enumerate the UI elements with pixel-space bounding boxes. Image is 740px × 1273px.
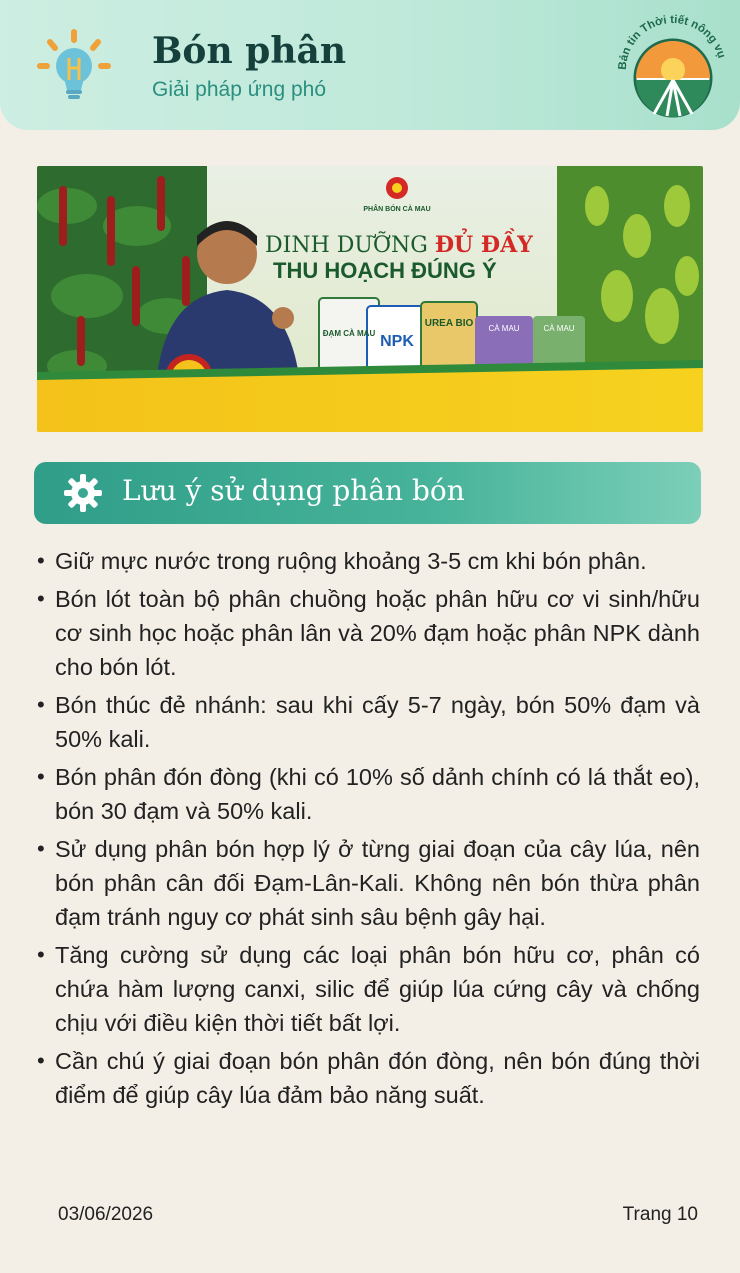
banner-brand: PHÂN BÓN CÀ MAU — [363, 206, 431, 213]
list-item: • Giữ mực nước trong ruộng khoảng 3-5 cm khi bón phân. — [34, 544, 700, 578]
list-item: • Bón thúc đẻ nhánh: sau khi cấy 5-7 ngày, bón 50% đạm và 50% kali. — [34, 688, 700, 756]
fertilizer-tips-list — [34, 544, 700, 1116]
product-label-5: CÀ MAU — [543, 324, 575, 333]
list-item: • Bón phân đón đòng (khi có 10% số dảnh chính có lá thắt eo), bón 30 đạm và 50% kali. — [34, 760, 700, 828]
product-label-2: NPK — [380, 333, 414, 350]
banner-illustration — [37, 166, 703, 432]
section-header — [34, 462, 701, 524]
svg-text:DINH DƯỠNG ĐỦ ĐẦY — [265, 228, 533, 258]
page-title: Bón phân — [152, 30, 346, 72]
bulletin-logo-badge — [612, 8, 734, 128]
list-item: • Sử dụng phân bón hợp lý ở từng giai đoạn của cây lúa, nên bón phân cân đối Đạm-Lân-Kali. Không nên bón thừa phân đạm tránh nguy cơ phát sinh sâu bệnh gây hại. — [34, 832, 700, 934]
list-item: • Bón lót toàn bộ phân chuồng hoặc phân hữu cơ vi sinh/hữu cơ sinh học hoặc phân lân và 20% đạm hoặc phân NPK dành cho bón lót. — [34, 582, 700, 684]
banner-headline-2: THU HOẠCH ĐÚNG Ý — [273, 258, 497, 283]
footer-date: 03/06/2026 — [58, 1204, 154, 1225]
product-label-3: UREA BIO — [424, 318, 474, 329]
page-subtitle: Giải pháp ứng phó — [152, 78, 327, 101]
banner-headline-1b: ĐỦ ĐẦY — [434, 232, 533, 258]
product-label-1: ĐẠM CÀ MAU — [322, 329, 376, 338]
fertilizer-ad-banner — [37, 166, 703, 432]
list-item: • Tăng cường sử dụng các loại phân bón hữu cơ, phân có chứa hàm lượng canxi, silic để giúp lúa cứng cây và chống chịu với điều kiện thời tiết bất lợi. — [34, 938, 700, 1040]
page-number: Trang 10 — [622, 1204, 698, 1225]
lightbulb-icon — [34, 28, 114, 108]
badge-text: Bản tin Thời tiết nông vụ — [616, 13, 728, 71]
gear-icon — [62, 472, 104, 514]
product-label-4: CÀ MAU — [488, 324, 520, 333]
page-header — [0, 0, 740, 130]
banner-headline-1a: DINH DƯỠNG — [265, 233, 428, 258]
list-item: • Cần chú ý giai đoạn bón phân đón đòng, nên bón đúng thời điểm để giúp cây lúa đảm bảo năng suất. — [34, 1044, 700, 1112]
section-title: Lưu ý sử dụng phân bón — [122, 474, 465, 507]
